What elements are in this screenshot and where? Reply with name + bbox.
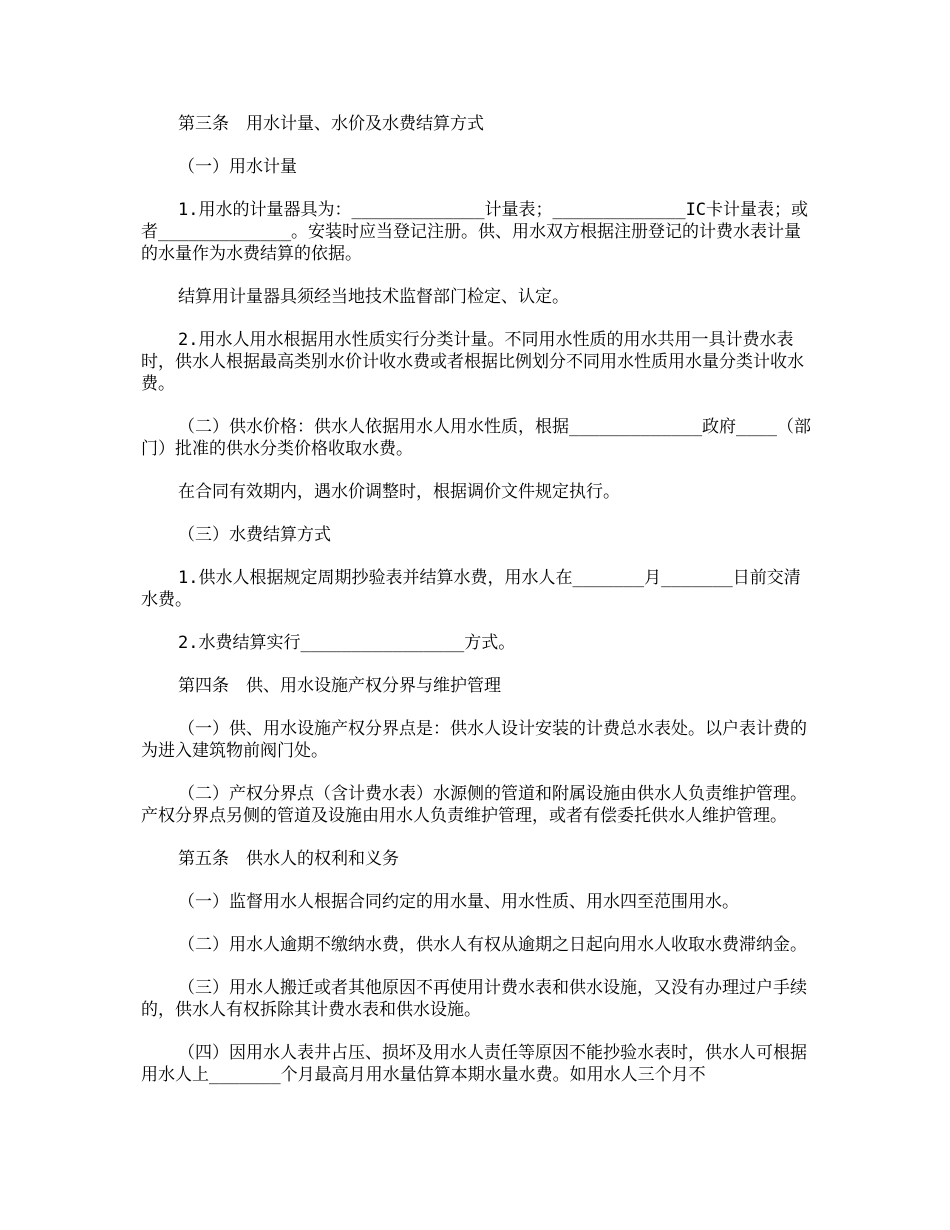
clause-meter-verification: 结算用计量器具须经当地技术监督部门检定、认定。 bbox=[178, 287, 569, 307]
clause-settlement-period: 1.供水人根据规定周期抄验表并结算水费，用水人在_______月_______日前交清水费。 bbox=[141, 568, 801, 610]
article-3-heading: 第三条 用水计量、水价及水费结算方式 bbox=[178, 114, 484, 134]
clause-maintenance: （二）产权分界点（含计费水表）水源侧的管道和附属设施由供水人负责维护管理。产权分界点另侧的管道及设施由用水人负责维护管理，或者有偿委托供水人维护管理。 bbox=[141, 784, 807, 826]
clause-classified-metering: 2.用水人用水根据用水性质实行分类计量。不同用水性质的用水共用一具计费水表时，供水人根据最高类别水价计收水费或者根据比例划分不同用水性质用水量分类计收水费。 bbox=[141, 330, 804, 394]
article-5-heading: 第五条 供水人的权利和义务 bbox=[178, 849, 399, 869]
section-settlement-heading: （三）水费结算方式 bbox=[178, 525, 331, 545]
document-page bbox=[141, 113, 813, 1107]
clause-supervise-usage: （一）监督用水人根据合同约定的用水量、用水性质、用水四至范围用水。 bbox=[178, 892, 739, 912]
clause-metering-devices: 1.用水的计量器具为：_____________计量表；_____________IC卡计量表；或者_____________。安装时应当登记注册。供、用水双方根据注册登记的计费水表计量的水量作为水费结算的依据。 bbox=[141, 200, 809, 264]
article-4-heading: 第四条 供、用水设施产权分界与维护管理 bbox=[178, 676, 501, 696]
clause-property-boundary: （一）供、用水设施产权分界点是：供水人设计安装的计费总水表处。以户表计费的为进入建筑物前阀门处。 bbox=[141, 719, 807, 761]
section-water-price: （二）供水价格：供水人依据用水人用水性质，根据_____________政府____（部门）批准的供水分类价格收取水费。 bbox=[141, 417, 811, 459]
clause-settlement-method: 2.水费结算实行________________方式。 bbox=[178, 633, 516, 653]
clause-meter-removal: （三）用水人搬迁或者其他原因不再使用计费水表和供水设施，又没有办理过户手续的，供水人有权拆除其计费水表和供水设施。 bbox=[141, 978, 807, 1020]
clause-late-fee: （二）用水人逾期不缴纳水费，供水人有权从逾期之日起向用水人收取水费滞纳金。 bbox=[178, 935, 807, 955]
clause-price-adjustment: 在合同有效期内，遇水价调整时，根据调价文件规定执行。 bbox=[178, 482, 620, 502]
section-water-metering-heading: （一）用水计量 bbox=[178, 157, 297, 177]
clause-estimated-billing: （四）因用水人表井占压、损坏及用水人责任等原因不能抄验水表时，供水人可根据用水人上_______个月最高月用水量估算本期水量水费。如用水人三个月不 bbox=[141, 1043, 807, 1085]
